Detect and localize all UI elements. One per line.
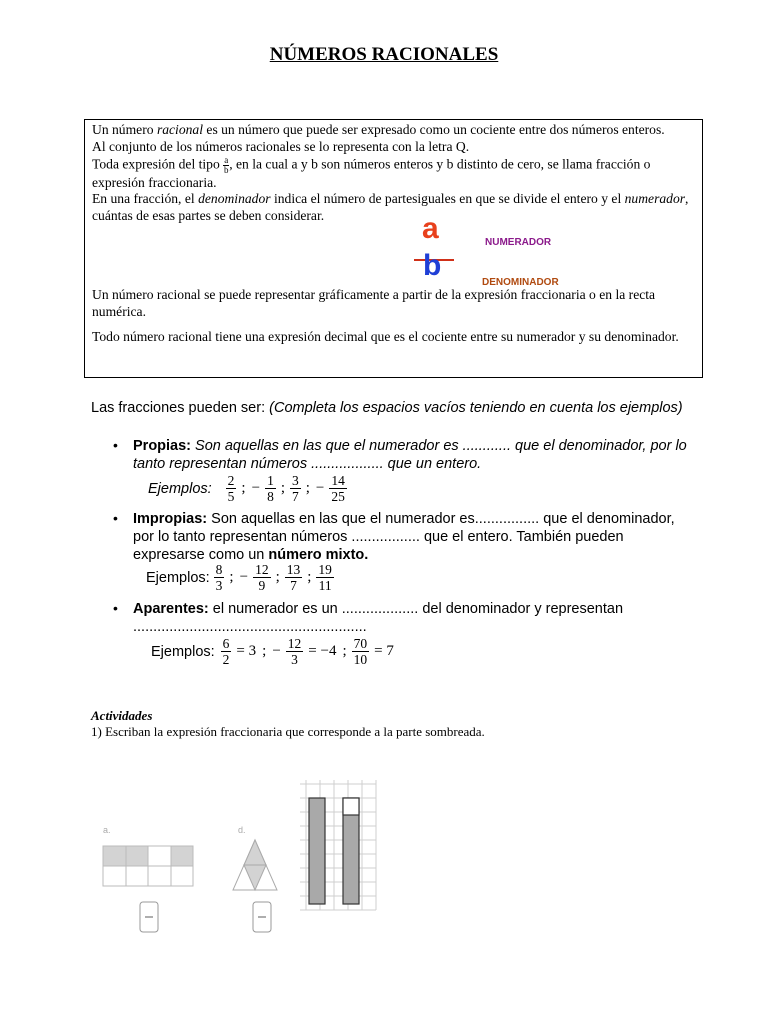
inline-fraction-ab: $\frac{a}{b}$: [223, 154, 229, 175]
fraction-denominator: 10: [353, 652, 368, 667]
numerator-letter: a: [422, 211, 439, 245]
fraction-denominator: 11: [318, 578, 332, 593]
denominator-letter: b: [423, 248, 442, 282]
fraction-denominator: 8: [267, 489, 274, 504]
unshaded-top-cell: [343, 798, 359, 815]
examples-propias: Ejemplos: $\frac{2}{5}$ ; − $\frac{1}{8}$ ; $\frac{3}{7}$ ; − $\frac{14}{25}$: [148, 473, 345, 504]
example-fraction: [352, 636, 370, 667]
fraction-numerator: 6: [222, 636, 230, 651]
minus-sign: −: [315, 480, 325, 496]
minus-sign: −: [272, 643, 281, 659]
separator: ;: [275, 569, 280, 585]
bullet-aparentes: Aparentes: el numerador es un ................... del denominador y representan ..........................................................: [133, 601, 624, 635]
example-fraction: [286, 636, 304, 667]
examples-aparentes: Ejemplos: $\frac{6}{2}$ = 3 ; − $\frac{12}{3}$ = −4 ; $\frac{70}{10}$ = 7: [151, 636, 394, 667]
fraction-numerator: 70: [353, 636, 368, 651]
activities-title: Actividades: [91, 708, 153, 723]
figure-a-rect: [103, 846, 193, 886]
separator: ;: [305, 480, 310, 496]
numerator-label: NUMERADOR: [485, 236, 552, 248]
def-paragraph-3: Toda expresión del tipo $\frac{a}{b}$ , en la cual a y b son números enteros y b distinto de cero, se llama fracción o expresión fraccionaria.: [92, 154, 651, 190]
fraction-numerator: 19: [318, 562, 332, 577]
fraction-result: = 3: [236, 643, 257, 659]
figures-svg: [96, 780, 378, 950]
definition-box: [84, 119, 703, 378]
fraction-result: = 7: [374, 643, 394, 659]
shaded-bar-left: [309, 798, 325, 904]
denominator-label: DENOMINADOR: [482, 276, 559, 288]
example-fraction: [329, 473, 347, 504]
fraction-denominator: 3: [215, 578, 223, 593]
example-fraction: [316, 562, 334, 593]
fraction-numerator: 12: [287, 636, 302, 651]
activity-1-text: 1) Escriban la expresión fraccionaria que corresponde a la parte sombreada.: [91, 724, 485, 739]
example-fraction: [290, 473, 301, 504]
bullet-dot: •: [113, 437, 118, 453]
fraction-denominator: 7: [291, 489, 299, 504]
examples-impropias: Ejemplos: $\frac{8}{3}$ ; − $\frac{12}{9}$ ; $\frac{13}{7}$ ; $\frac{19}{11}$: [146, 562, 332, 593]
separator: ;: [342, 643, 347, 659]
figure-d-label: d.: [238, 825, 246, 835]
separator: ;: [241, 480, 246, 496]
bullet-dot: •: [113, 600, 118, 616]
example-fraction: [214, 562, 225, 593]
figure-a-label: a.: [103, 825, 111, 835]
fraction-diagram: [92, 211, 695, 288]
fraction-numerator: 3: [291, 473, 299, 488]
fraction-denominator: 3: [291, 652, 298, 667]
fraction-numerator: 12: [255, 562, 269, 577]
example-fraction: [265, 473, 276, 504]
def-paragraph-2: Al conjunto de los números racionales se lo representa con la letra Q.: [92, 138, 470, 154]
bullet-dot: •: [113, 510, 118, 526]
activity-figures: [96, 780, 378, 950]
fraction-result: = −4: [308, 643, 337, 659]
def-paragraph-5: Un número racional se puede representar gráficamente a partir de la expresión fraccionaria o en la recta numérica.: [92, 286, 656, 319]
separator: ;: [229, 569, 234, 585]
def-paragraph-1: Un número racional es un número que puede ser expresado como un cociente entre dos números enteros.: [92, 122, 665, 137]
example-fraction: [253, 562, 271, 593]
bullet-propias: Propias: Son aquellas en las que el numerador es ............ que el denominador, por lo tanto representan números .................. que un entero.: [133, 438, 687, 472]
separator: ;: [262, 643, 267, 659]
intro-line: Las fracciones pueden ser: (Completa los espacios vacíos teniendo en cuenta los ejemplos): [91, 400, 683, 416]
fraction-numerator: 1: [267, 473, 274, 488]
fraction-numerator: 8: [215, 562, 223, 577]
separator: ;: [280, 480, 285, 496]
example-fraction: [226, 473, 237, 504]
def-paragraph-6: Todo número racional tiene una expresión decimal que es el cociente entre su numerador y su denominador.: [92, 328, 679, 344]
example-fraction: [285, 562, 303, 593]
page-title: NÚMEROS RACIONALES: [269, 44, 499, 65]
fraction-numerator: 13: [286, 562, 301, 577]
fraction-denominator: 5: [227, 489, 235, 504]
fraction-numerator: 2: [227, 473, 235, 488]
minus-sign: −: [239, 569, 249, 585]
fraction-denominator: 25: [331, 489, 345, 504]
figure-d-triangle: [233, 840, 277, 890]
example-fraction: [221, 636, 232, 667]
fraction-numerator: 14: [331, 473, 345, 488]
def-paragraph-4: En una fracción, el denominador indica el número de partesiguales en que se divide el entero y el numerador, cuántas de esas partes se deben considerar.: [92, 191, 689, 224]
minus-sign: −: [251, 480, 261, 496]
separator: ;: [307, 569, 312, 585]
fraction-denominator: 9: [258, 578, 266, 593]
fraction-denominator: 2: [222, 652, 230, 667]
bullet-impropias: Impropias: Son aquellas en las que el numerador es................ que el denominador, por lo tanto representan números ................. que el entero. También pueden expresarse como un número mixto.: [133, 511, 675, 563]
fraction-denominator: 7: [290, 578, 297, 593]
